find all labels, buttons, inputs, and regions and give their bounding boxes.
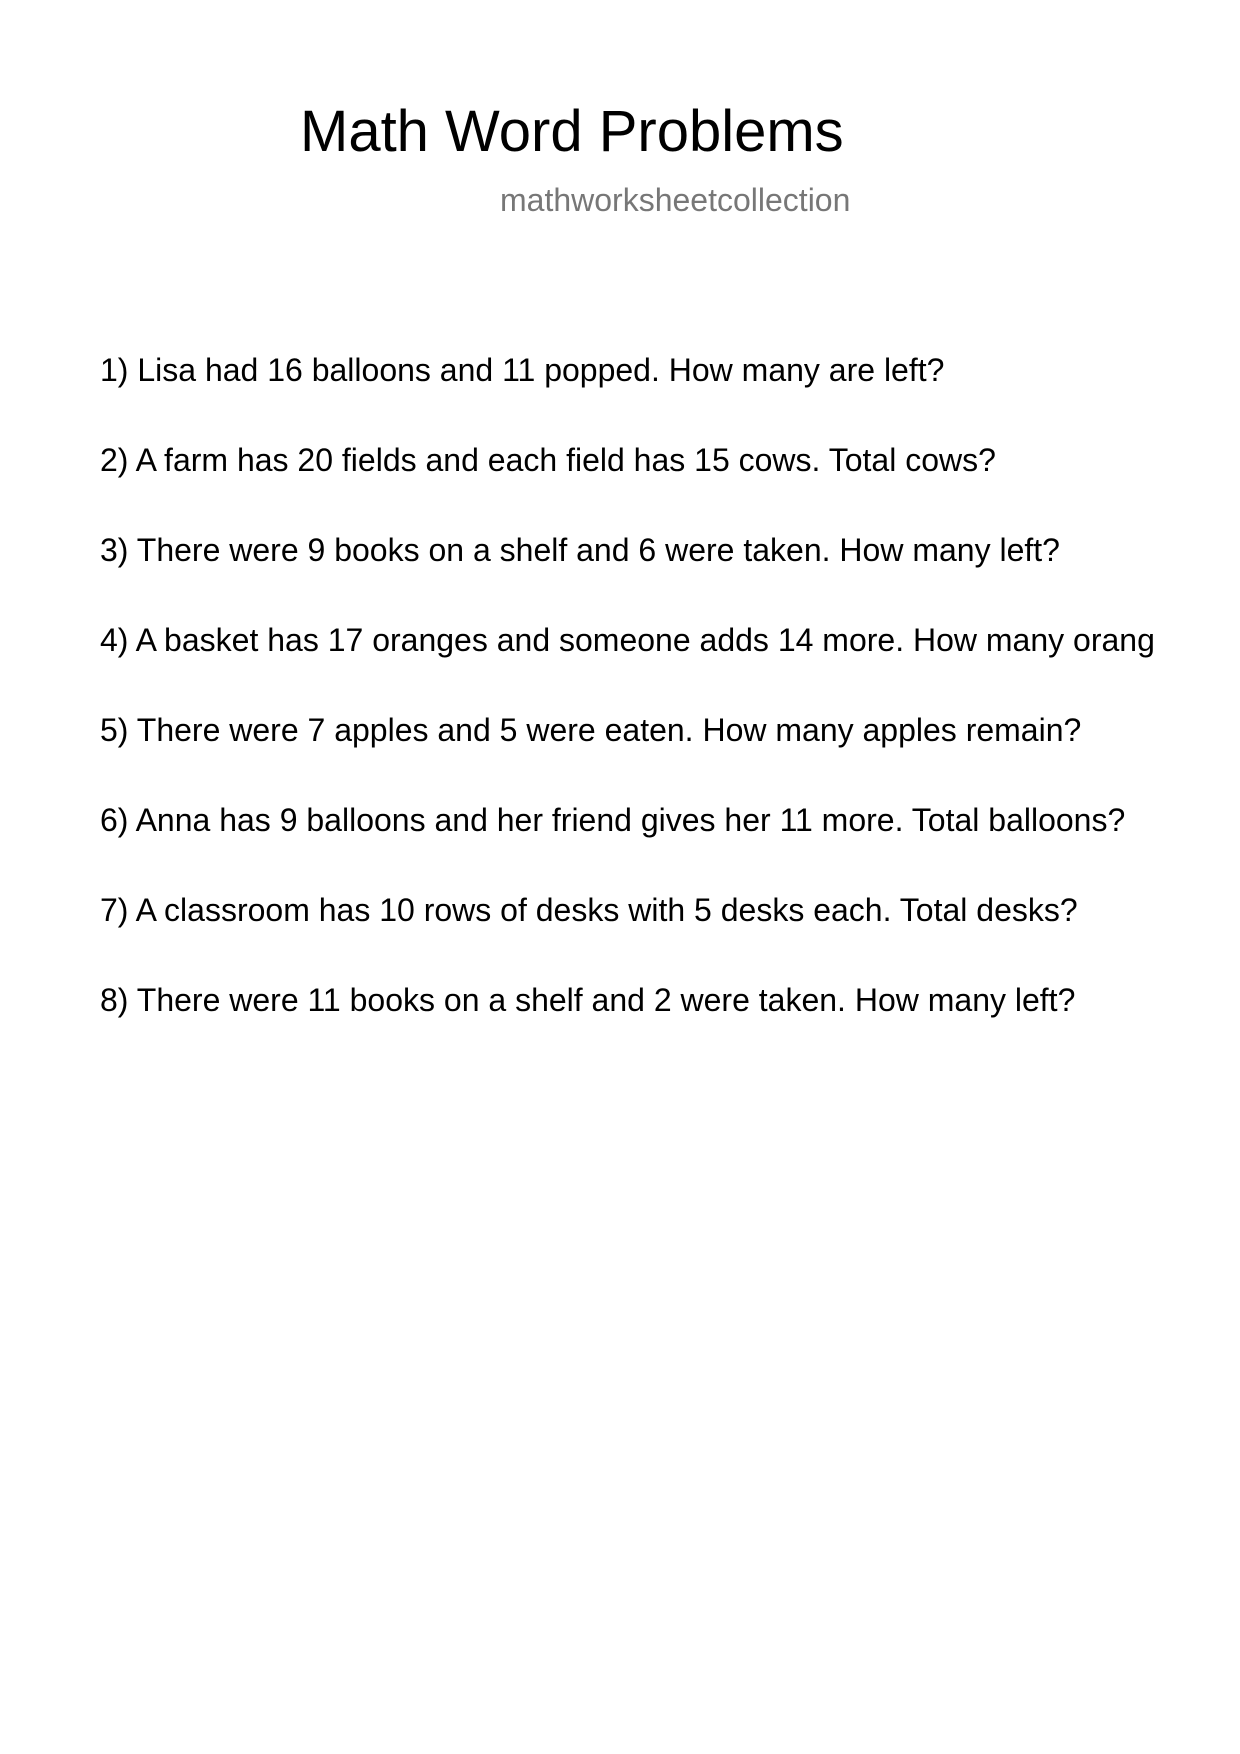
page-title: Math Word Problems bbox=[300, 99, 844, 164]
problem-item: 8) There were 11 books on a shelf and 2 were taken. How many left? bbox=[100, 982, 1076, 1018]
problem-item: 4) A basket has 17 oranges and someone adds 14 more. How many orang bbox=[100, 622, 1155, 658]
problem-item: 3) There were 9 books on a shelf and 6 were taken. How many left? bbox=[100, 532, 1060, 568]
problem-item: 7) A classroom has 10 rows of desks with 5 desks each. Total desks? bbox=[100, 892, 1078, 928]
problem-item: 1) Lisa had 16 balloons and 11 popped. How many are left? bbox=[100, 352, 945, 388]
problem-item: 6) Anna has 9 balloons and her friend gives her 11 more. Total balloons? bbox=[100, 802, 1126, 838]
source-subtitle: mathworksheetcollection bbox=[500, 182, 851, 218]
problem-item: 2) A farm has 20 fields and each field has 15 cows. Total cows? bbox=[100, 442, 996, 478]
problem-item: 5) There were 7 apples and 5 were eaten. How many apples remain? bbox=[100, 712, 1082, 748]
problem-list bbox=[100, 350, 1240, 1070]
